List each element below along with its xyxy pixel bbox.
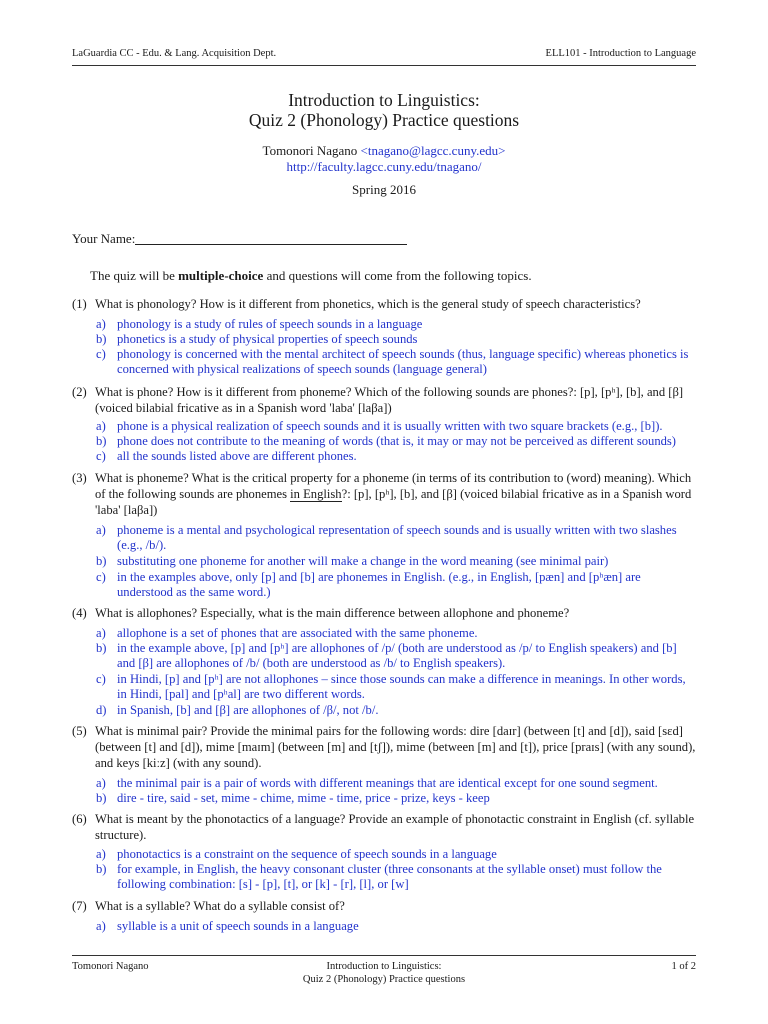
answer-text: substituting one phoneme for another will make a change in the word meaning (see minimal pair)	[117, 554, 609, 568]
answer-text: phoneme is a mental and psychological representation of speech sounds and is usually written with two slashes (e.g., /b/).	[117, 523, 677, 552]
answer-3c	[96, 570, 698, 600]
term: Spring 2016	[352, 182, 416, 197]
question-text-part: What is phoneme? What is the critical property for a phoneme (in terms of its contribution to (word) meaning). Which of the following sounds are phonemes	[95, 471, 692, 501]
answer-5b	[96, 791, 698, 806]
answer-1a	[96, 317, 698, 332]
header-rule	[72, 65, 696, 66]
answer-text: allophone is a set of phones that are associated with the same phoneme.	[117, 626, 478, 640]
question-text: What is a syllable? What do a syllable consist of?	[95, 899, 345, 913]
question-text: What is meant by the phonotactics of a language? Provide an example of phonotactic constraint in English (cf. syllable structure).	[95, 812, 695, 842]
answer-label: b)	[96, 434, 107, 448]
answer-4d	[96, 703, 698, 718]
answer-text: in the example above, [p] and [pʰ] are allophones of /p/ (both are understood as /p/ to English speakers) and [b] and [β] are allophones of /b/ (both are understood as /b/ to English speakers).	[117, 641, 677, 670]
question-6	[72, 811, 698, 843]
question-4	[72, 605, 698, 621]
author-email-link[interactable]: <tnagano@lagcc.cuny.edu>	[360, 143, 506, 158]
intro-text	[90, 268, 532, 284]
footer-title	[72, 960, 696, 986]
question-number: (2)	[72, 385, 87, 399]
answer-label: c)	[96, 570, 106, 584]
doc-title-line2: Quiz 2 (Phonology) Practice questions	[248, 110, 520, 130]
author-line	[0, 143, 768, 159]
answer-1b	[96, 332, 698, 347]
footer-page-number: 1 of 2	[671, 961, 696, 972]
answer-2a	[96, 419, 698, 434]
answer-text: phonotactics is a constraint on the sequence of speech sounds in a language	[117, 847, 497, 861]
answer-text: phonology is concerned with the mental architect of speech sounds (thus, language specific) whereas phonetics is concerned with physical realizations of speech sounds (language general)	[117, 347, 689, 376]
name-label: Your Name:	[72, 231, 136, 246]
answer-text: in the examples above, only [p] and [b] are phonemes in English. (e.g., in English, [pæn] and [pʰæn] are understood as the same word.)	[117, 570, 641, 599]
answer-text: all the sounds listed above are different phones.	[117, 449, 357, 463]
answer-text: phonology is a study of rules of speech sounds in a language	[117, 317, 423, 331]
answer-3b	[96, 554, 698, 569]
author-url-link[interactable]: http://faculty.lagcc.cuny.edu/tnagano/	[286, 159, 482, 174]
answer-label: a)	[96, 847, 106, 861]
answer-2b	[96, 434, 698, 449]
answer-label: b)	[96, 554, 107, 568]
answer-label: c)	[96, 449, 106, 463]
answer-label: c)	[96, 347, 106, 361]
answer-text: the minimal pair is a pair of words with different meanings that are identical except for one sound segment.	[117, 776, 658, 790]
question-emphasis: in English	[290, 487, 342, 501]
question-text	[95, 470, 698, 518]
question-number: (4)	[72, 606, 87, 620]
answer-text: phone does not contribute to the meaning of words (that is, it may or may not be perceived as different sounds)	[117, 434, 677, 448]
answer-text: in Spanish, [b] and [β] are allophones of /β/, not /b/.	[117, 703, 379, 717]
answer-4c	[96, 672, 698, 702]
header-course: ELL101 - Introduction to Language	[545, 48, 696, 59]
answer-label: a)	[96, 919, 106, 933]
answer-5a	[96, 776, 698, 791]
answer-label: b)	[96, 862, 107, 876]
intro-before: The quiz will be	[90, 268, 179, 283]
answer-6a	[96, 847, 698, 862]
question-number: (3)	[72, 471, 87, 485]
header-dept: LaGuardia CC - Edu. & Lang. Acquisition Dept.	[72, 48, 277, 59]
answer-4b	[96, 641, 698, 671]
answer-2c	[96, 449, 698, 464]
intro-bold: multiple-choice	[178, 268, 264, 283]
answer-text: in Hindi, [p] and [pʰ] are not allophones – since those sounds can make a difference in meanings. In other words, in Hindi, [pal] and [pʰal] are two different words.	[117, 672, 686, 701]
answer-7a	[96, 919, 698, 934]
answer-1c	[96, 347, 698, 377]
answer-label: b)	[96, 332, 107, 346]
answer-label: b)	[96, 791, 107, 805]
footer-title-line2: Quiz 2 (Phonology) Practice questions	[302, 974, 466, 985]
answer-text: phonetics is a study of physical properties of speech sounds	[117, 332, 418, 346]
answer-text: phone is a physical realization of speech sounds and it is usually written with two square brackets (e.g., [b]).	[117, 419, 663, 433]
question-2	[72, 384, 698, 416]
question-number: (6)	[72, 812, 87, 826]
answer-label: a)	[96, 523, 106, 537]
question-text: What is phonology? How is it different from phonetics, which is the general study of speech characteristics?	[95, 297, 641, 311]
answer-label: a)	[96, 626, 106, 640]
question-text: What is allophones? Especially, what is the main difference between allophone and phoneme?	[95, 606, 570, 620]
answer-4a	[96, 626, 698, 641]
footer-rule	[72, 955, 696, 956]
name-field-line[interactable]	[135, 244, 407, 245]
answer-label: c)	[96, 672, 106, 686]
question-3	[72, 470, 698, 518]
question-number: (1)	[72, 297, 87, 311]
question-number: (7)	[72, 899, 87, 913]
page-header	[72, 48, 696, 62]
answer-6b	[96, 862, 698, 892]
answer-label: a)	[96, 317, 106, 331]
question-text: What is phone? How is it different from phoneme? Which of the following sounds are phones?: [p], [pʰ], [b], and [β] (voiced bilabial fricative as in a Spanish word 'laba' [laβa])	[95, 385, 684, 415]
answer-label: b)	[96, 641, 107, 655]
intro-after: and questions will come from the following topics.	[263, 268, 532, 283]
answer-label: a)	[96, 419, 106, 433]
footer-author: Tomonori Nagano	[72, 961, 149, 972]
answer-text: for example, in English, the heavy consonant cluster (three consonants at the syllable onset) must follow the following combination: [s] - [p], [t], or [k] - [r], [l], or [w]	[117, 862, 662, 891]
question-7	[72, 898, 698, 914]
answer-text: dire - tire, said - set, mime - chime, mime - time, price - prize, keys - keep	[117, 791, 490, 805]
answer-3a	[96, 523, 698, 553]
question-number: (5)	[72, 724, 87, 738]
question-text-part: ?: [p], [pʰ], [b], and [β] (voiced bilabial fricative as in a Spanish word 'laba' [laβa])	[95, 487, 692, 517]
question-text: What is minimal pair? Provide the minimal pairs for the following words: dire [daɪr] (between [t] and [d]), said [sɛd] (between [t] and [d]), mime [maɪm] (between [m] and [tʃ]), mime (between [m] and [t]), price [praɪs] (with any sound), and keys [kiːz] (with any sound).	[95, 724, 696, 770]
author-name: Tomonori Nagano	[262, 143, 358, 158]
question-1	[72, 296, 698, 312]
question-5	[72, 723, 698, 771]
doc-title-line1: Introduction to Linguistics:	[288, 90, 480, 110]
answer-label: a)	[96, 776, 106, 790]
answer-label: d)	[96, 703, 107, 717]
footer-title-line1: Introduction to Linguistics:	[326, 961, 442, 972]
answer-text: syllable is a unit of speech sounds in a language	[117, 919, 359, 933]
